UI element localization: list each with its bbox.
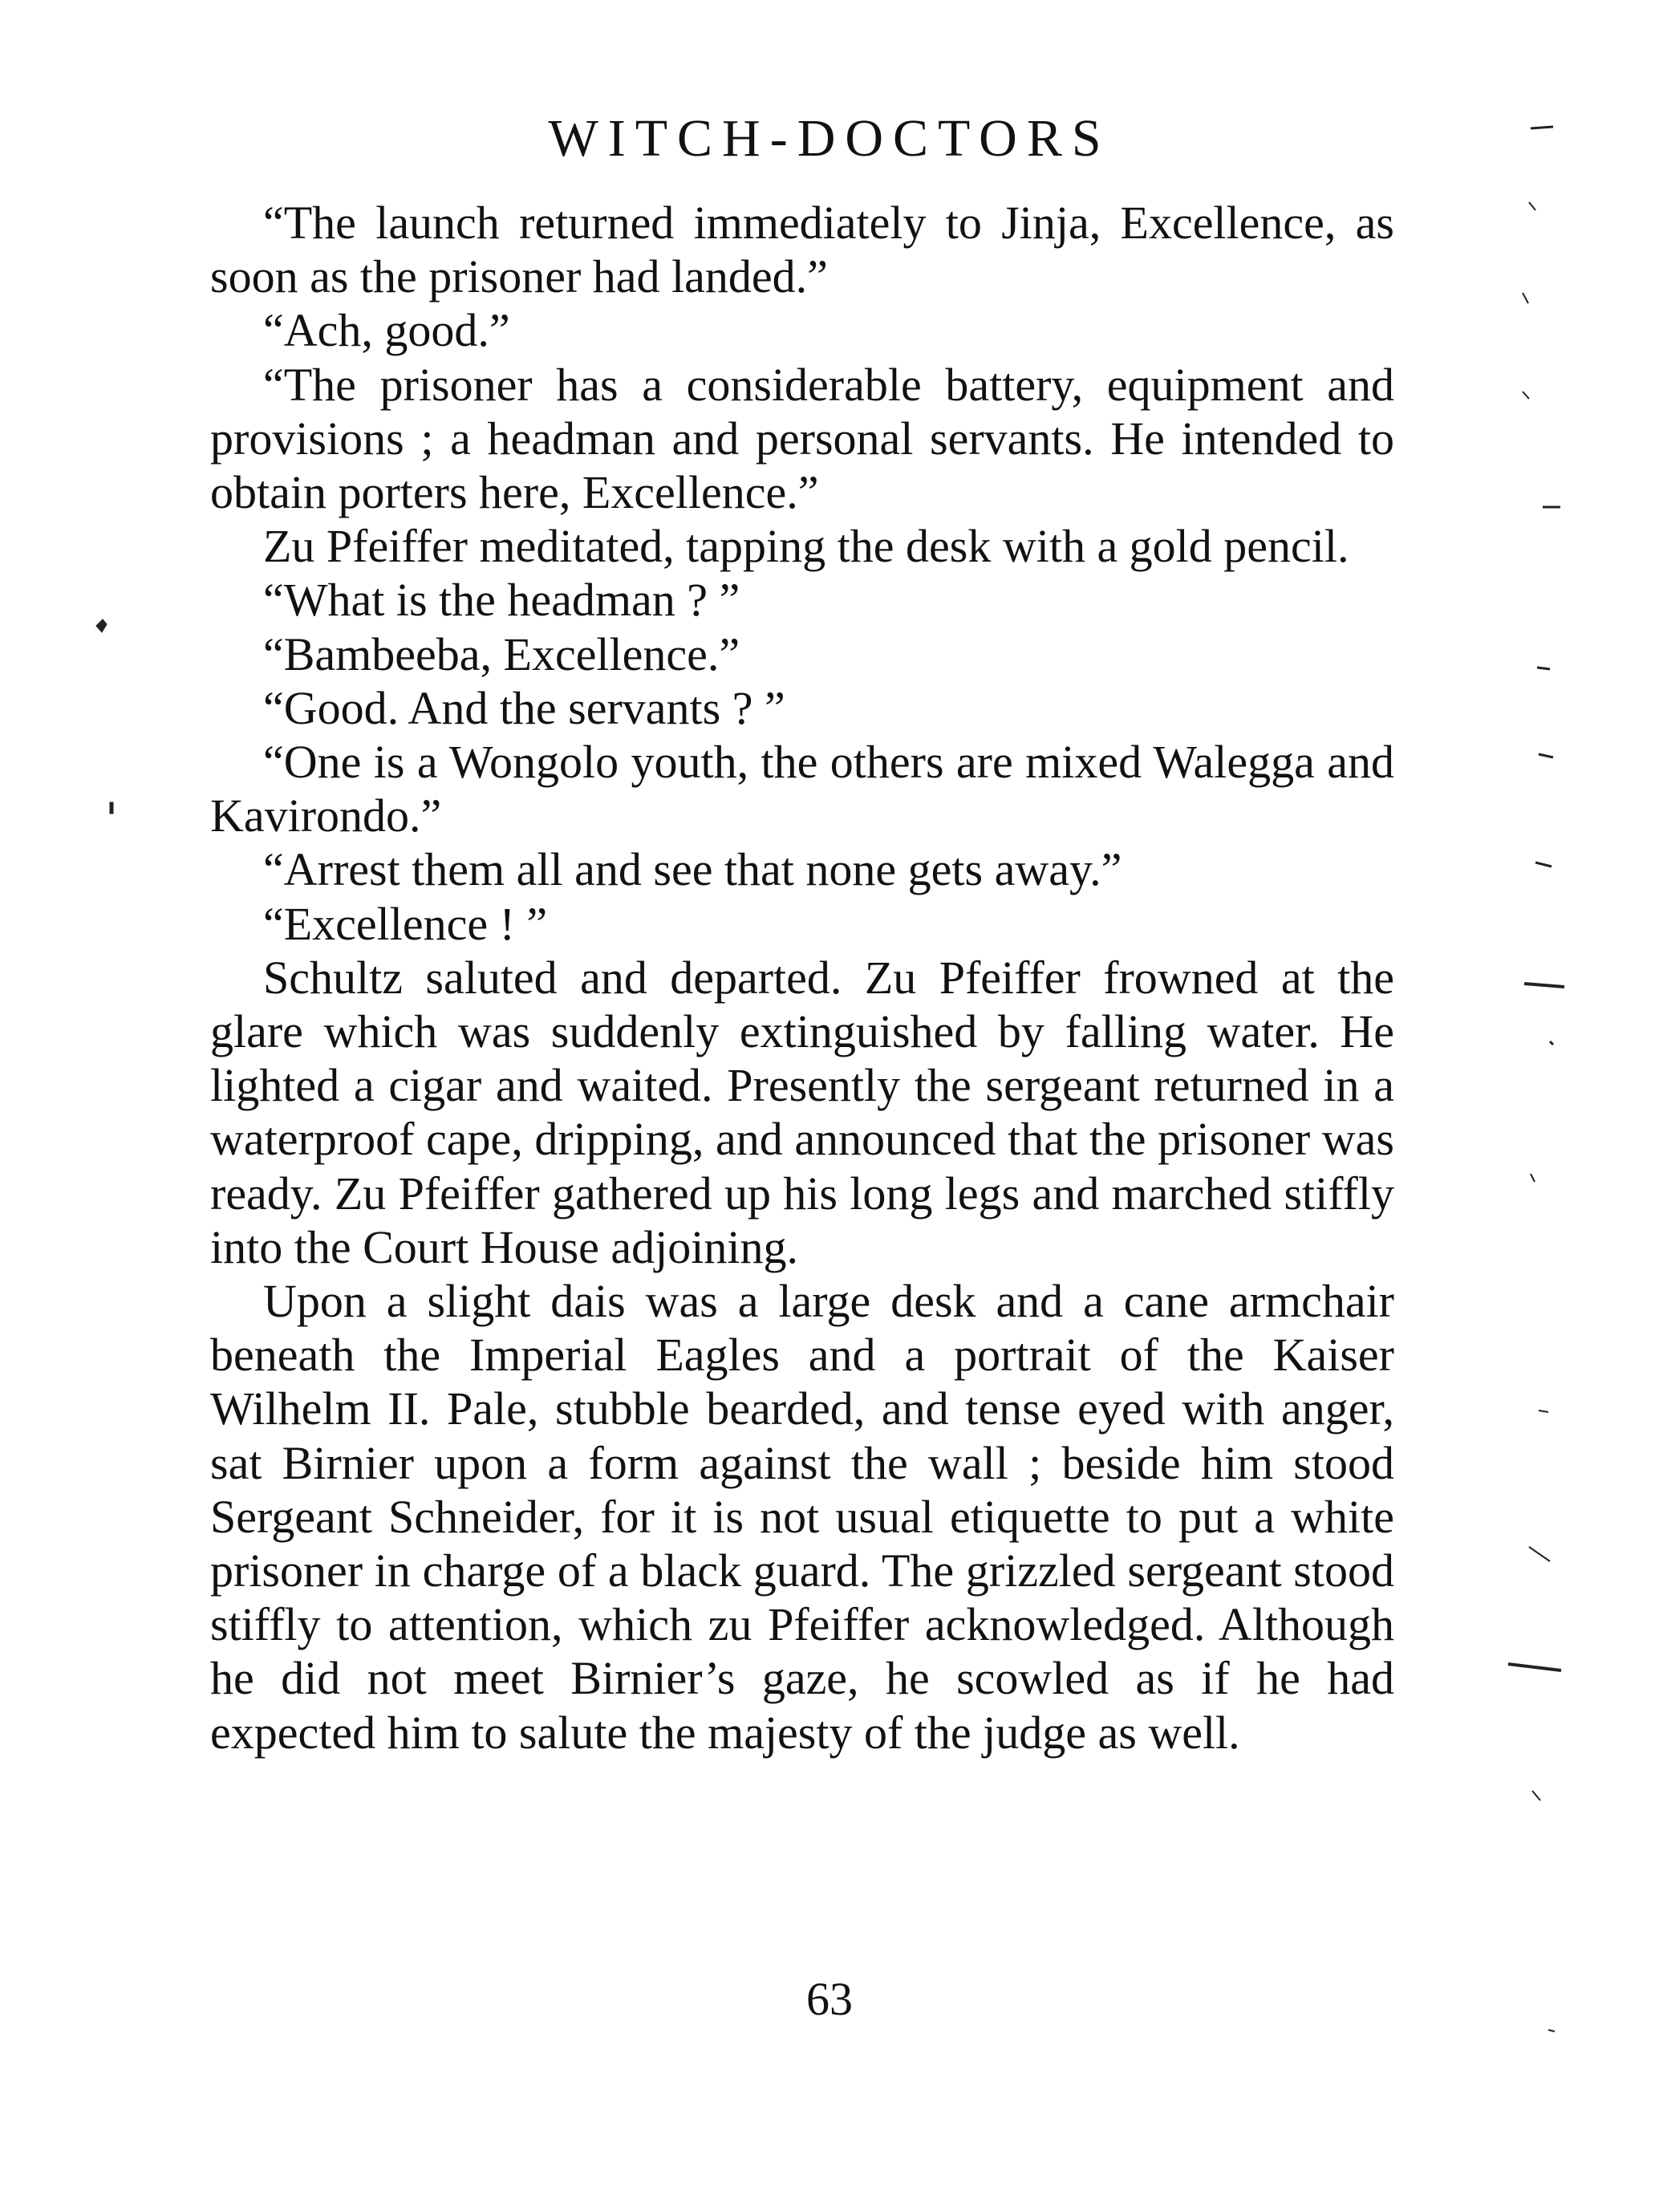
margin-mark — [1523, 293, 1528, 303]
margin-mark — [1550, 1041, 1553, 1045]
running-head: WITCH-DOCTORS — [548, 109, 1111, 168]
paragraph: “Ach, good.” — [263, 304, 510, 357]
margin-mark — [1508, 1664, 1561, 1670]
paragraph: Zu Pfeiffer meditated, tapping the desk with a gold pencil. — [263, 520, 1349, 573]
paragraph: Upon a slight dais was a large desk and a cane armchair beneath the Imperial Eagles and a portrait of the Kaiser Wilhelm II. Pale, stubble bearded, and tense eyed with anger, sat Birnier upon a form against the wall ; beside him stood Sergeant Schneider, for it is not usual etiquette to put a white prisoner in charge of a black guard. The grizzled sergeant stood stiffly to attention, which zu Pfeiffer acknowledged. Although he did not meet Birnier’s gaze, he scowled as if he had expected him to salute the majesty of the judge as well. — [210, 1275, 1394, 1759]
paragraph: “Good. And the servants ? ” — [263, 681, 785, 734]
margin-mark — [1548, 2030, 1555, 2031]
paragraph: Schultz saluted and departed. Zu Pfeiffer frowned at the glare which was suddenly extinguished by falling water. He lighted a cigar and waited. Presently the sergeant returned in a waterproof cape, dripping, and announced that the prisoner was ready. Zu Pfeiffer gathered up his long legs and marched stiffly into the Court House adjoining. — [210, 951, 1394, 1273]
ink-speck — [96, 619, 107, 632]
margin-mark — [1537, 668, 1550, 669]
paragraph: “Bambeeba, Excellence.” — [263, 627, 740, 680]
ink-speck — [110, 802, 113, 814]
paragraph: “Excellence ! ” — [263, 897, 548, 950]
body-text — [210, 196, 1394, 1759]
margin-mark — [1539, 1410, 1548, 1412]
margin-mark — [1524, 984, 1564, 987]
margin-mark — [1523, 392, 1529, 399]
paragraph: “Arrest them all and see that none gets away.” — [263, 843, 1122, 896]
margin-mark — [1532, 1791, 1540, 1800]
paragraph: “The prisoner has a considerable battery, equipment and provisions ; a headman and personal servants. He intended to obtain porters here, Excellence.” — [210, 358, 1394, 519]
margin-mark — [1539, 754, 1553, 757]
page-number: 63 — [806, 1973, 853, 2025]
margin-mark — [1531, 1174, 1535, 1182]
paragraph: “One is a Wongolo youth, the others are mixed Walegga and Kavirondo.” — [210, 736, 1394, 842]
paragraph: “What is the headman ? ” — [263, 574, 740, 627]
margin-mark — [1529, 1547, 1550, 1561]
paragraph: “The launch returned immediately to Jinja, Excellence, as soon as the prisoner had landed.” — [210, 197, 1394, 303]
margin-mark — [1529, 202, 1535, 210]
margin-mark — [1535, 862, 1552, 867]
